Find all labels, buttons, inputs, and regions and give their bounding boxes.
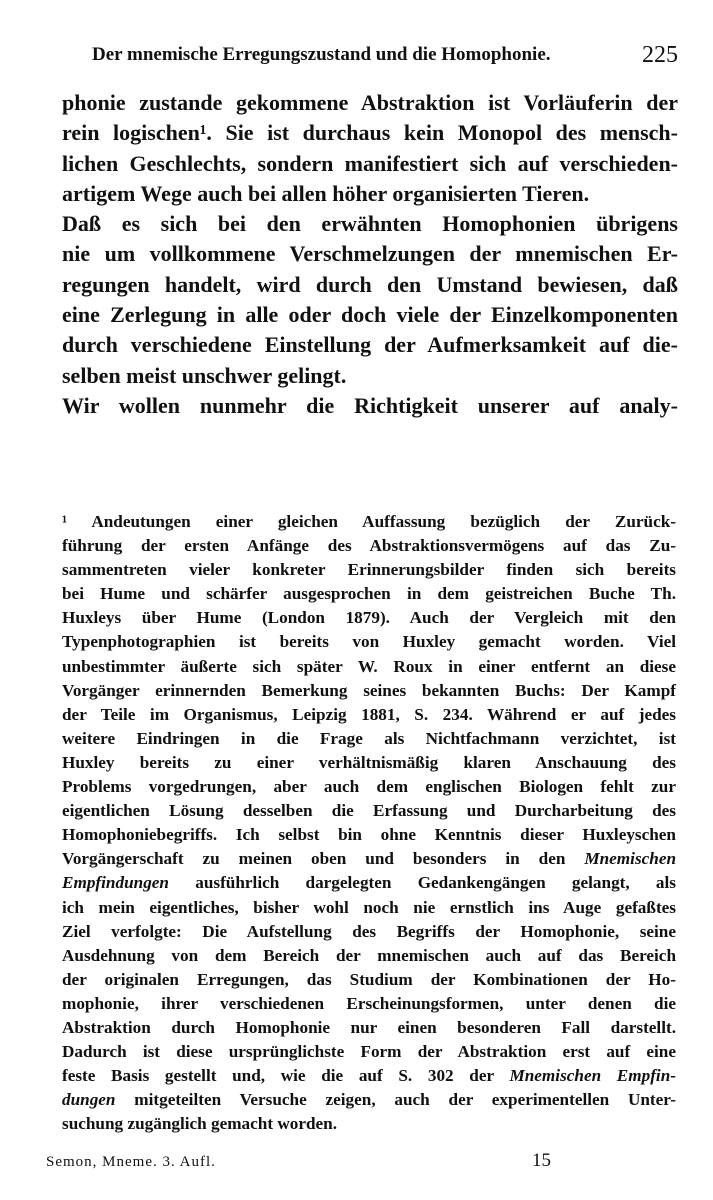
body-line: phonie zustande gekommene Abstraktion ist Vorläuferin der xyxy=(62,90,678,115)
footnote-line: weitere Eindringen in die Frage als Nichtfachmann verzichtet, ist xyxy=(62,728,676,748)
body-line: selben meist unschwer gelingt. xyxy=(62,362,347,388)
running-head xyxy=(92,40,682,70)
footnote-line: mophonie, ihrer verschiedenen Erscheinungsformen, unter denen die xyxy=(62,993,676,1013)
italic-title-fragment: Mnemischen Empfin- xyxy=(509,1066,676,1086)
body-line: eine Zerlegung in alle oder doch viele der Einzelkomponenten xyxy=(62,302,678,328)
italic-title-fragment: Mnemischen xyxy=(584,849,676,869)
footnote-line xyxy=(62,871,676,895)
footnote-line: der Teile im Organismus, Leipzig 1881, S. 234. Während er auf jedes xyxy=(62,704,676,724)
body-line: lichen Geschlechts, sondern manifestiert sich auf verschieden- xyxy=(62,150,678,176)
footnote-line: Vorgänger erinnernden Bemerkung seines bekannten Buchs: Der Kampf xyxy=(62,680,676,700)
footnote-line: Problems vorgedrungen, aber auch dem englischen Biologen fehlt zur xyxy=(62,777,676,797)
italic-title-fragment: dungen xyxy=(62,1090,116,1110)
body-line: Wir wollen nunmehr die Richtigkeit unserer auf analy- xyxy=(62,392,678,418)
footnote-line xyxy=(62,1064,676,1088)
italic-title-fragment: Empfindungen xyxy=(62,873,169,893)
footnote-line-text: ausführlich dargelegten Gedankengängen gelangt, als xyxy=(195,873,676,893)
body-line: regungen handelt, wird durch den Umstand bewiesen, daß xyxy=(62,271,678,297)
footnote-line: Abstraktion durch Homophonie nur einen besonderen Fall darstellt. xyxy=(62,1017,676,1037)
footnote-line: sammentreten vieler konkreter Erinnerungsbilder finden sich bereits xyxy=(62,560,676,580)
footnote-line-text: mitgeteilten Versuche zeigen, auch der experimentellen Unter- xyxy=(134,1090,676,1110)
main-body-text xyxy=(62,88,678,421)
footnote-line: führung der ersten Anfänge des Abstraktionsvermögens auf das Zu- xyxy=(62,536,676,556)
footnote-line: der originalen Erregungen, das Studium der Kombinationen der Ho- xyxy=(62,969,676,989)
page-number: 225 xyxy=(642,42,678,68)
footnote-line: bei Hume und schärfer ausgesprochen in dem geistreichen Buche Th. xyxy=(62,584,676,604)
footnote-line: suchung zugänglich gemacht worden. xyxy=(62,1114,338,1134)
footnote-line: Dadurch ist diese ursprünglichste Form der Abstraktion erst auf eine xyxy=(62,1042,676,1062)
body-line: artigem Wege auch bei allen höher organisierten Tieren. xyxy=(62,180,590,206)
footnote-line: Homophoniebegriffs. Ich selbst bin ohne Kenntnis dieser Huxleyschen xyxy=(62,825,676,845)
footnote-line: ¹ Andeutungen einer gleichen Auffassung bezüglich der Zurück- xyxy=(62,512,676,531)
running-head-title: Der mnemische Erregungszustand und die Homophonie. xyxy=(92,44,551,65)
page-footer xyxy=(42,1150,642,1174)
footnote-line: Ziel verfolgte: Die Aufstellung des Begriffs der Homophonie, seine xyxy=(62,921,676,941)
footnote-line: Huxley bereits zu einer verhältnismäßig klaren Anschauung des xyxy=(62,752,676,772)
footnote-line: ich mein eigentliches, bisher wohl noch nie ernstlich ins Auge gefaßtes xyxy=(62,897,676,917)
body-line: durch verschiedene Einstellung der Aufmerksamkeit auf die- xyxy=(62,332,678,358)
body-line: Daß es sich bei den erwähnten Homophonien übrigens xyxy=(62,211,678,237)
footnote-line xyxy=(62,847,676,871)
footnote-line: Typenphotographien ist bereits von Huxley gemacht worden. Viel xyxy=(62,632,676,652)
body-line: rein logischen¹. Sie ist durchaus kein Monopol des mensch- xyxy=(62,120,678,146)
body-line: nie um vollkommene Verschmelzungen der mnemischen Er- xyxy=(62,241,678,267)
footnote-line: unbestimmter äußerte sich später W. Roux in einer entfernt an diese xyxy=(62,656,676,676)
footnote-line-text: feste Basis gestellt und, wie die auf S. 302 der xyxy=(62,1066,494,1086)
signature-number: 15 xyxy=(532,1150,551,1171)
footnote-line-text: Vorgängerschaft zu meinen oben und besonders in den xyxy=(62,849,566,869)
footnote xyxy=(62,510,676,1136)
footnote-line: Ausdehnung von dem Bereich der mnemischen auch auf das Bereich xyxy=(62,945,676,965)
footnote-line: Huxleys über Hume (London 1879). Auch der Vergleich mit den xyxy=(62,608,676,628)
footnote-line: eigentlichen Lösung desselben die Erfassung und Durcharbeitung des xyxy=(62,801,676,821)
printer-signature: Semon, Mneme. 3. Aufl. xyxy=(46,1154,216,1170)
footnote-line xyxy=(62,1088,676,1112)
